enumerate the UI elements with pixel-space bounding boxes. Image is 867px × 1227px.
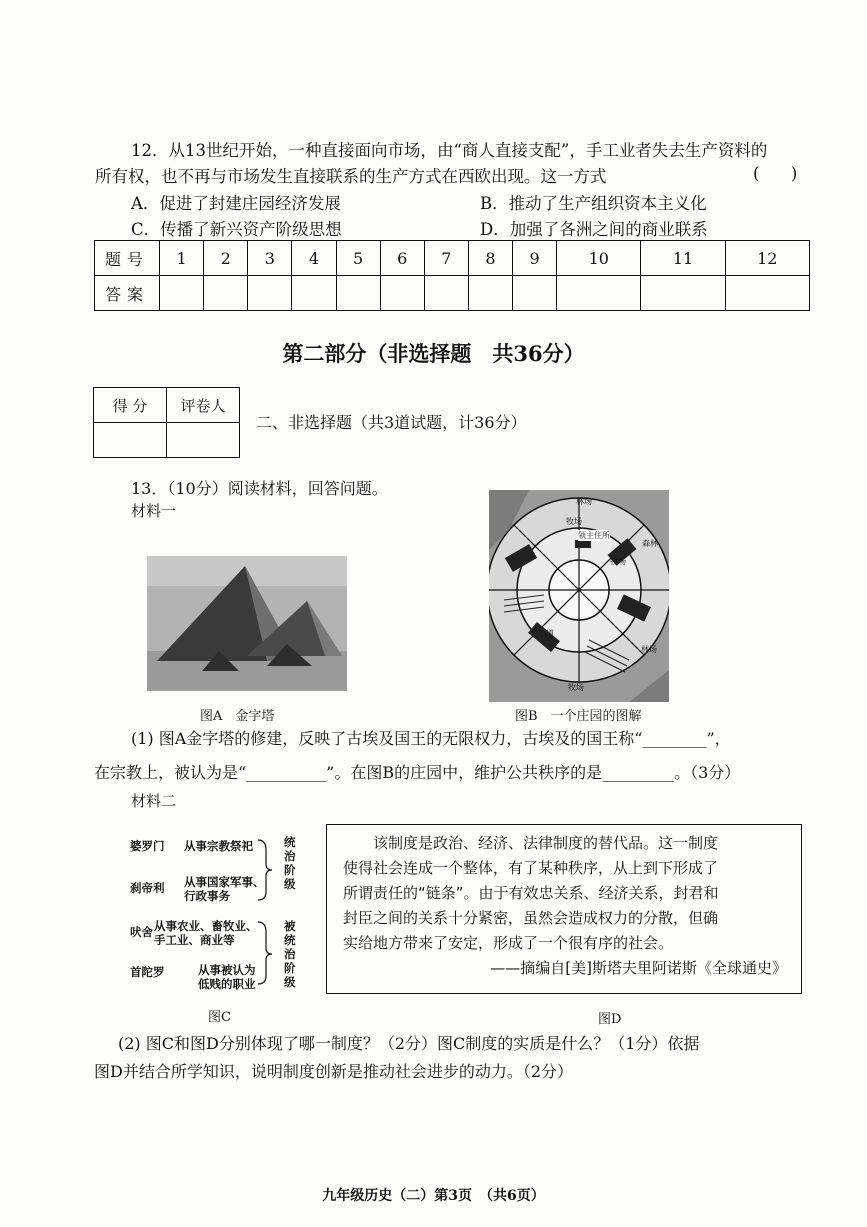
ruling-char-3: 阶 (284, 863, 296, 877)
ruled-char-1: 被 (284, 919, 296, 933)
quote-line-3: 所谓责任的“链条”。由于有效忠关系、经济关系，封君和 (343, 884, 719, 902)
part2-title: 第二部分（非选择题 共36分） (282, 341, 585, 366)
figA-caption: 图A 金字塔 (200, 709, 275, 724)
question-12 (95, 138, 821, 190)
pyramid-photo (147, 556, 347, 691)
duty-brahmin: 从事宗教祭祀 (184, 839, 253, 853)
figB-label-forest-right: 森林 (642, 539, 658, 548)
q12-option-b: B．推动了生产组织资本主义化 (480, 194, 707, 213)
answer-cell[interactable] (424, 276, 468, 311)
figB-label-path: 小道 (538, 629, 554, 638)
duty-kshatriya-1: 从事国家军事、 (184, 875, 265, 889)
caste-brackets (256, 836, 278, 986)
q12-option-c: C．传播了新兴资产阶级思想 (131, 220, 342, 239)
q13-sub2-line1: (2) 图C和图D分别体现了哪一制度？（2分）图C制度的实质是什么？（1分）依据 (118, 1034, 700, 1053)
answer-cell[interactable] (380, 276, 424, 311)
answer-cell[interactable] (160, 276, 204, 311)
number-cell: 3 (248, 241, 292, 276)
answer-table (94, 240, 810, 311)
answer-cell[interactable] (204, 276, 248, 311)
number-header: 题号 (95, 241, 160, 276)
section2-heading: 二、非选择题（共3道试题，计36分） (256, 413, 527, 432)
caste-diagram (126, 832, 306, 992)
quote-line-4: 封臣之间的关系十分紧密，虽然会造成权力的分散，但确 (343, 909, 719, 927)
ruled-char-5: 级 (284, 975, 296, 989)
answer-cell[interactable] (248, 276, 292, 311)
answer-header: 答案 (95, 276, 160, 311)
duty-shudra-2: 低贱的职业 (198, 977, 256, 991)
caste-shudra: 首陀罗 (130, 965, 165, 979)
q12-option-d: D．加强了各洲之间的商业联系 (480, 220, 708, 239)
caste-brahmin: 婆罗门 (130, 839, 165, 853)
figB-label-pasture-right: 牧场 (610, 557, 626, 566)
number-cell: 11 (641, 241, 725, 276)
q13-heading: 13．（10分）阅读材料，回答问题。 (131, 479, 388, 498)
quote-source: ——摘编自[美]斯塔夫里阿诺斯《全球通史》 (490, 959, 787, 977)
caste-vaishya: 吠舍 (130, 925, 153, 939)
duty-shudra-1: 从事被认为 (198, 963, 256, 977)
score-table (93, 387, 240, 458)
page-footer: 九年级历史（二）第3页 （共6页） (322, 1188, 545, 1204)
answer-table-number-row (95, 241, 810, 276)
feudal-system-quote (326, 824, 802, 994)
q12-answer-paren: ( ) (753, 164, 798, 183)
figB-label-pasture-bottom: 牧场 (568, 683, 584, 692)
q12-line1: 12．从13世纪开始，一种直接面向市场，由“商人直接支配”，手工业者失去生产资料的 (131, 141, 768, 160)
number-cell: 12 (725, 241, 809, 276)
number-cell: 5 (336, 241, 380, 276)
material1-label: 材料一 (131, 502, 177, 520)
number-cell: 1 (160, 241, 204, 276)
figD-caption: 图D (598, 1012, 622, 1027)
answer-cell[interactable] (641, 276, 725, 311)
figB-label-forest-bottom: 林场 (641, 645, 657, 654)
number-cell: 6 (380, 241, 424, 276)
q12-line2-text: 所有权，也不再与市场发生直接联系的生产方式在西欧出现。这一方式 (95, 167, 607, 186)
number-cell: 4 (292, 241, 336, 276)
material2-label: 材料二 (131, 792, 177, 810)
figB-label-pasture-top: 牧场 (566, 517, 582, 526)
q13-sub1-line1: (1) 图A金字塔的修建，反映了古埃及国王的无限权力，古埃及的国王称“________”， (131, 729, 731, 748)
number-cell: 8 (468, 241, 512, 276)
ruling-char-4: 级 (284, 877, 296, 891)
figB-label-forest-top: 林场 (576, 497, 592, 506)
answer-cell[interactable] (513, 276, 557, 311)
figB-label-lord: 领主住所 (578, 531, 610, 540)
grader-box[interactable] (167, 423, 240, 458)
answer-cell[interactable] (292, 276, 336, 311)
q12-option-a: A．促进了封建庄园经济发展 (131, 194, 341, 213)
score-label: 得 分 (94, 388, 167, 423)
answer-cell[interactable] (557, 276, 641, 311)
duty-vaishya-2: 手工业、商业等 (154, 933, 235, 947)
number-cell: 10 (557, 241, 641, 276)
q12-line2 (95, 164, 821, 190)
duty-kshatriya-2: 行政事务 (184, 889, 230, 903)
figB-caption: 图B 一个庄园的图解 (515, 709, 642, 724)
quote-line-5: 实给地方带来了安定，形成了一个很有序的社会。 (343, 934, 674, 952)
ruled-char-2: 统 (284, 933, 296, 947)
q13-sub2-line2: 图D并结合所学知识，说明制度创新是推动社会进步的动力。（2分） (94, 1062, 574, 1081)
q13-sub2 (94, 1030, 810, 1086)
number-cell: 7 (424, 241, 468, 276)
answer-cell[interactable] (336, 276, 380, 311)
score-box[interactable] (94, 423, 167, 458)
duty-vaishya-1: 从事农业、畜牧业、 (154, 919, 258, 933)
ruling-char-2: 治 (284, 849, 296, 863)
grader-label: 评卷人 (167, 388, 240, 423)
quote-line-1: 该制度是政治、经济、法律制度的替代品。这一制度 (373, 834, 719, 852)
q13-sub1-line2: 在宗教上，被认为是“__________”。在图B的庄园中，维护公共秩序的是_________。（3分） (94, 763, 741, 782)
answer-cell[interactable] (725, 276, 809, 311)
figC-caption: 图C (208, 1010, 231, 1025)
number-cell: 9 (513, 241, 557, 276)
number-cell: 2 (204, 241, 248, 276)
answer-table-answer-row (95, 276, 810, 311)
ruling-char-1: 统 (284, 835, 296, 849)
answer-cell[interactable] (468, 276, 512, 311)
ruled-char-3: 治 (284, 947, 296, 961)
caste-kshatriya: 刹帝利 (130, 881, 165, 895)
quote-line-2: 使得社会连成一个整体，有了某种秩序，从上到下形成了 (343, 859, 719, 877)
ruled-char-4: 阶 (284, 961, 296, 975)
